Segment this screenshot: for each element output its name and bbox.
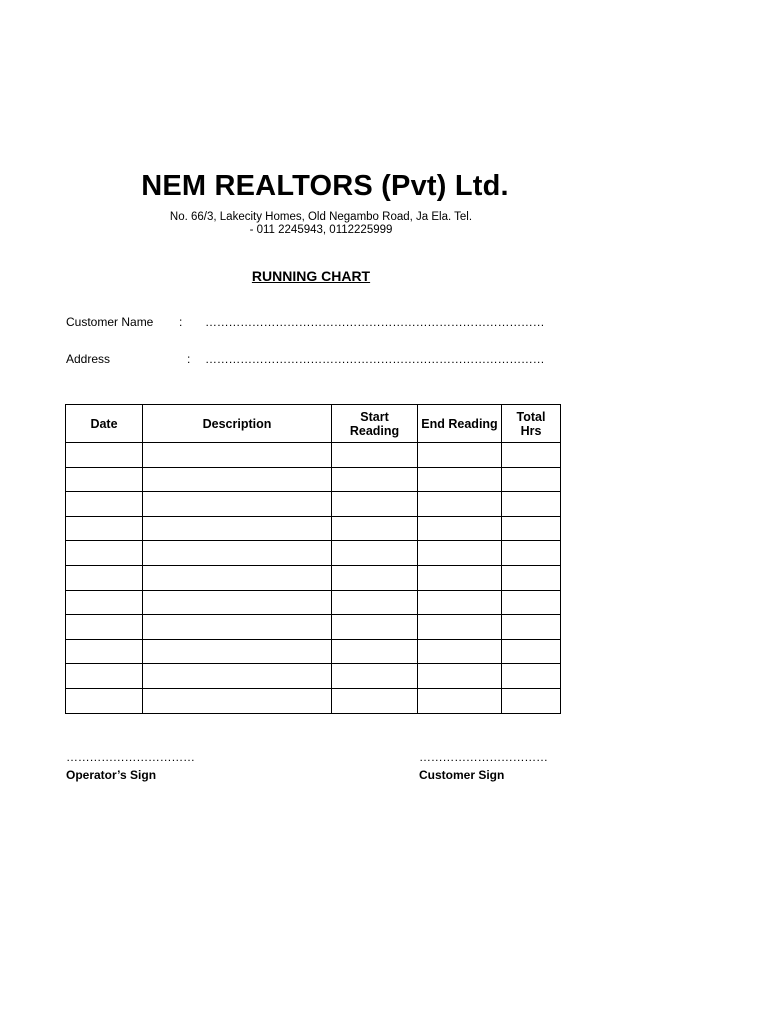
cell-total-hrs[interactable] — [502, 565, 561, 590]
cell-end-reading[interactable] — [418, 664, 502, 689]
cell-end-reading[interactable] — [418, 443, 502, 468]
table-row — [66, 688, 561, 713]
cell-description[interactable] — [143, 467, 332, 492]
company-address-line-1: No. 66/3, Lakecity Homes, Old Negambo Road, Ja Ela. Tel. — [169, 211, 473, 223]
customer-name-blank[interactable]: …………………………………………………………………………… — [205, 315, 545, 329]
cell-end-reading[interactable] — [418, 565, 502, 590]
cell-end-reading[interactable] — [418, 590, 502, 615]
cell-total-hrs[interactable] — [502, 664, 561, 689]
cell-date[interactable] — [66, 688, 143, 713]
table-row — [66, 516, 561, 541]
cell-date[interactable] — [66, 590, 143, 615]
cell-date[interactable] — [66, 516, 143, 541]
company-name: NEM REALTORS (Pvt) Ltd. — [141, 170, 509, 202]
cell-end-reading[interactable] — [418, 492, 502, 517]
table-row — [66, 443, 561, 468]
address-colon: : — [187, 352, 191, 366]
cell-start-reading[interactable] — [332, 565, 418, 590]
cell-date[interactable] — [66, 664, 143, 689]
cell-description[interactable] — [143, 492, 332, 517]
cell-start-reading[interactable] — [332, 688, 418, 713]
cell-description[interactable] — [143, 541, 332, 566]
table-row — [66, 639, 561, 664]
cell-end-reading[interactable] — [418, 615, 502, 640]
operator-sign-line[interactable]: …………………………… — [66, 750, 195, 764]
customer-sign-label: Customer Sign — [419, 768, 505, 782]
column-header-date-text: Date — [90, 416, 118, 431]
table-row — [66, 541, 561, 566]
column-header-total-hrs-line1: Total — [516, 409, 546, 424]
column-header-description-text: Description — [202, 416, 272, 431]
cell-start-reading[interactable] — [332, 467, 418, 492]
column-header-description — [143, 405, 332, 443]
customer-name-label: Customer Name — [66, 315, 154, 329]
table-row — [66, 467, 561, 492]
cell-total-hrs[interactable] — [502, 639, 561, 664]
cell-date[interactable] — [66, 615, 143, 640]
cell-date[interactable] — [66, 639, 143, 664]
document-title: RUNNING CHART — [251, 268, 371, 284]
table-row — [66, 492, 561, 517]
column-header-start-reading-line1: Start — [360, 409, 389, 424]
cell-total-hrs[interactable] — [502, 541, 561, 566]
table-row — [66, 664, 561, 689]
cell-start-reading[interactable] — [332, 615, 418, 640]
cell-total-hrs[interactable] — [502, 688, 561, 713]
customer-sign-line[interactable]: …………………………… — [419, 750, 548, 764]
cell-total-hrs[interactable] — [502, 467, 561, 492]
cell-end-reading[interactable] — [418, 516, 502, 541]
company-address-line-2: - 011 2245943, 0112225999 — [249, 224, 393, 236]
table-row — [66, 615, 561, 640]
cell-date[interactable] — [66, 467, 143, 492]
cell-total-hrs[interactable] — [502, 443, 561, 468]
cell-end-reading[interactable] — [418, 467, 502, 492]
address-label: Address — [66, 352, 111, 366]
cell-description[interactable] — [143, 688, 332, 713]
cell-description[interactable] — [143, 443, 332, 468]
cell-total-hrs[interactable] — [502, 615, 561, 640]
table-row — [66, 590, 561, 615]
cell-description[interactable] — [143, 516, 332, 541]
cell-end-reading[interactable] — [418, 688, 502, 713]
cell-start-reading[interactable] — [332, 541, 418, 566]
cell-total-hrs[interactable] — [502, 516, 561, 541]
cell-description[interactable] — [143, 664, 332, 689]
running-chart-table — [65, 404, 561, 714]
cell-date[interactable] — [66, 443, 143, 468]
column-header-date — [66, 405, 143, 443]
cell-description[interactable] — [143, 590, 332, 615]
column-header-start-reading-line2: Reading — [349, 423, 400, 438]
table-header-row — [66, 405, 561, 443]
customer-name-colon: : — [179, 315, 183, 329]
column-header-total-hrs — [502, 405, 561, 443]
column-header-end-reading-text: End Reading — [421, 416, 498, 431]
column-header-start-reading — [332, 405, 418, 443]
column-header-end-reading — [418, 405, 502, 443]
cell-total-hrs[interactable] — [502, 492, 561, 517]
cell-start-reading[interactable] — [332, 516, 418, 541]
column-header-total-hrs-line2: Hrs — [520, 423, 542, 438]
cell-start-reading[interactable] — [332, 639, 418, 664]
operator-sign-label: Operator’s Sign — [66, 768, 157, 782]
cell-date[interactable] — [66, 541, 143, 566]
cell-start-reading[interactable] — [332, 492, 418, 517]
table-body — [66, 443, 561, 714]
cell-date[interactable] — [66, 565, 143, 590]
cell-end-reading[interactable] — [418, 541, 502, 566]
cell-total-hrs[interactable] — [502, 590, 561, 615]
cell-description[interactable] — [143, 639, 332, 664]
cell-date[interactable] — [66, 492, 143, 517]
address-blank[interactable]: …………………………………………………………………………… — [205, 352, 545, 366]
table-row — [66, 565, 561, 590]
cell-description[interactable] — [143, 615, 332, 640]
cell-start-reading[interactable] — [332, 590, 418, 615]
cell-start-reading[interactable] — [332, 443, 418, 468]
cell-start-reading[interactable] — [332, 664, 418, 689]
cell-end-reading[interactable] — [418, 639, 502, 664]
cell-description[interactable] — [143, 565, 332, 590]
